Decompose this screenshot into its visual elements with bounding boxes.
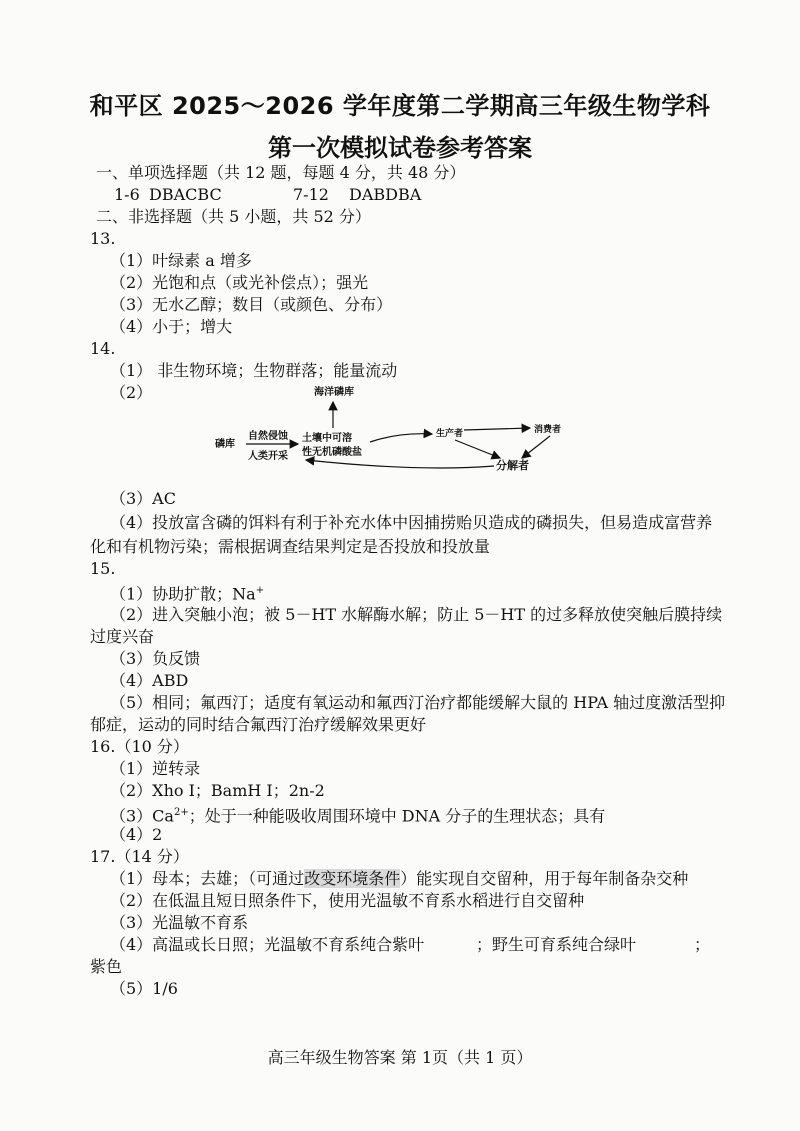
question-16-number: 16.（10 分） [90,737,189,756]
q16-answer-1: （1）逆转录 [110,759,201,778]
q17-answer-3: （3）光温敏不育系 [110,913,249,932]
q13-answer-4: （4）小于；增大 [110,317,233,336]
question-17-number: 17.（14 分） [90,847,189,866]
q15-answer-1: （1）协助扩散；Na+ [110,584,265,604]
q16-answer-4: （4）2 [110,825,163,844]
diagram-ocean-pool: 海洋磷库 [314,387,354,398]
q13-answer-1: （1）叶绿素 a 增多 [110,251,252,270]
question-13-number: 13. [90,229,116,248]
q15-answer-2-line2: 过度兴奋 [90,627,155,646]
q17-answer-1: （1）母本；去雄；（可通过改变环境条件）能实现自交留种，用于每年制备杂交种 [110,869,689,888]
q17-answer-4-part3: ； [694,935,711,954]
arrow-soil-to-producer [370,434,432,442]
q17-answer-4-part1: （4）高温或长日照；光温敏不育系纯合紫叶 [110,935,425,954]
page-title: 和平区 2025～2026 学年度第二学期高三年级生物学科 [89,92,711,120]
diagram-producer: 生产者 [436,429,464,439]
highlighted-phrase: 改变环境条件 [304,869,401,888]
q14-answer-2: （2） [110,383,153,402]
arrow-producer-to-consumer [464,428,530,430]
diagram-decomposer: 分解者 [496,459,529,472]
arrow-consumer-to-decomposer [522,436,550,458]
q16-answer-3: $(3)Ca^{2+}$；处于一种能吸收周围环境中 DNA 分子的生理状态；具有 [110,806,606,826]
q14-answer-1: （1） 非生物环境；生物群落；能量流动 [110,361,398,380]
arrow-decomposer-to-soil [306,460,494,468]
question-14-number: 14. [90,339,116,358]
diagram-soil-phosphate-line1: 土壤中可溶 [302,433,352,444]
q13-answer-2: （2）光饱和点（或光补偿点）；强光 [110,273,369,292]
q17-answer-4-part2: ；野生可育系纯合绿叶 [476,935,637,954]
q13-answer-3: （3）无水乙醇；数目（或颜色、分布） [110,295,393,314]
q15-answer-2-line1: （2）进入突触小泡；被 5－HT 水解酶水解；防止 5－HT 的过多释放使突触后膜持续 [110,605,723,624]
diagram-natural-erosion: 自然侵蚀 [248,431,288,442]
q15-answer-5-line1: （5）相同；氟西汀；适度有氧运动和氟西汀治疗都能缓解大鼠的 HPA 轴过度激活型抑 [110,693,726,712]
arrow-producer-to-decomposer [455,440,500,458]
section2-heading: 二、非选择题（共 5 小题，共 52 分） [96,207,371,226]
q16-answer-2: （2）Xho Ⅰ；BamH Ⅰ；2n-2 [110,781,325,800]
q15-answer-5-line2: 郁症，运动的同时结合氟西汀治疗缓解效果更好 [90,715,427,734]
question-15-number: 15. [90,559,116,578]
q15-answer-4: （4）ABD [110,671,189,690]
choice-answers-2: DABDBA [349,185,422,204]
q14-answer-3: （3）AC [110,489,176,508]
q17-answer-4-line2: 紫色 [90,957,123,976]
page-footer: 高三年级生物答案 第 1页（共 1 页） [267,1048,533,1067]
diagram-soil-phosphate-line2: 性无机磷酸盐 [302,447,362,458]
q17-answer-5: （5）1/6 [110,979,178,998]
choice-range-1: 1-6 [114,185,140,204]
phosphorus-cycle-diagram [200,380,600,480]
q15-answer-3: （3）负反馈 [110,649,201,668]
q14-answer-4-line2: 化和有机物污染；需根据调查结果判定是否投放和投放量 [90,537,491,556]
diagram-phosphorus-pool: 磷库 [215,439,235,450]
diagram-consumer: 消费者 [534,425,562,435]
choice-range-2: 7-12 [293,185,329,204]
page-subtitle: 第一次模拟试卷参考答案 [268,134,532,162]
diagram-human-mining: 人类开采 [248,451,288,462]
q17-answer-2: （2）在低温且短日照条件下，使用光温敏不育系水稻进行自交留种 [110,891,585,910]
section1-heading: 一、单项选择题（共 12 题，每题 4 分，共 48 分） [96,163,466,182]
q14-answer-4-line1: （4）投放富含磷的饵料有利于补充水体中因捕捞贻贝造成的磷损失，但易造成富营养 [110,513,713,532]
choice-answers-1: DBACBC [149,185,222,204]
